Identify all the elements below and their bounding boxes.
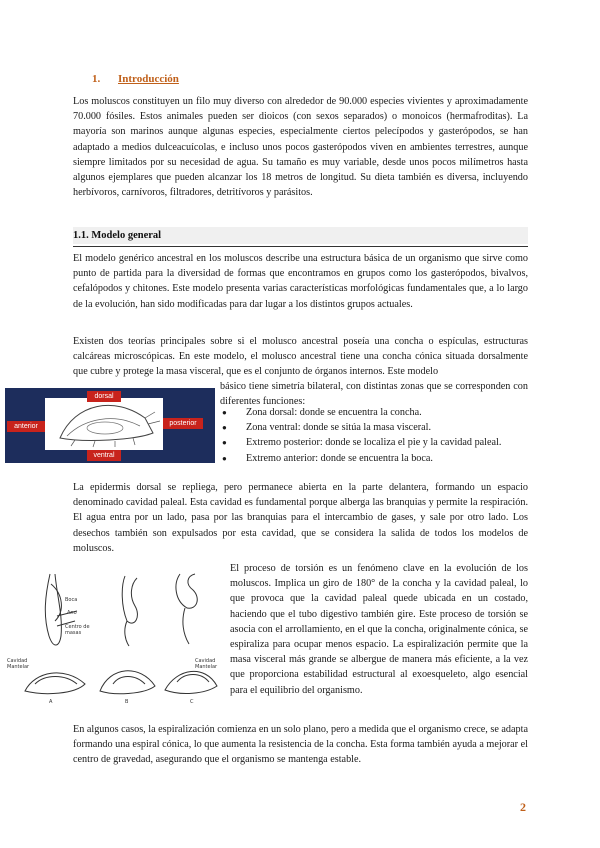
svg-text:A: A: [49, 699, 53, 705]
svg-text:Cavidad: Cavidad: [195, 658, 216, 664]
list-item: ● Extremo anterior: donde se encuentra la boca.: [220, 451, 530, 466]
ventral-label: ventral: [87, 450, 121, 461]
zones-list: [220, 405, 530, 466]
subsection-divider: [73, 246, 528, 247]
list-item: ● Extremo posterior: donde se localiza el pie y la cavidad paleal.: [220, 435, 530, 450]
theories-paragraph: Existen dos teorías principales sobre si el molusco ancestral poseía una concha o espículas, estructuras calcáreas microscópicas. En este modelo, el molusco ancestral tiene una concha cónica situada dorsalmente que cubre y protege la masa visceral, que es el conjunto de órganos internos. Este modelo: [73, 336, 528, 378]
torsion-paragraph: El proceso de torsión es un fenómeno clave en la evolución de los moluscos. Implica un giro de 180° de la concha y la cavidad paleal, lo que provoca que la cavidad paleal quede ubicada en un costado, haciendo que el tubo digestivo también gire. Este proceso de torsión se asocia con el arrollamiento, en el que la concha, originalmente cónica, se espiraliza para ocupar menos espacio. La espiralización permite que la masa visceral más grande se albergue de manera más eficiente, a la vez que proporciona estabilidad estructural al exoesqueleto, algo esencial para el equilibrio del organismo.: [230, 563, 528, 696]
page-number: 2: [520, 800, 526, 814]
svg-text:Cavidad: Cavidad: [7, 658, 28, 664]
torsion-figure: [5, 566, 225, 706]
svg-text:Mantelar: Mantelar: [195, 664, 218, 670]
section-heading: [92, 73, 179, 85]
ancestral-model-figure: [5, 388, 215, 463]
svg-text:Ano: Ano: [67, 610, 77, 616]
svg-text:Centro de: Centro de: [65, 624, 90, 630]
section-number: 1.: [92, 73, 101, 85]
anterior-label: anterior: [7, 421, 45, 432]
theories-continuation: básico tiene simetría bilateral, con distintas zonas que se corresponden con diferentes funciones:: [220, 381, 528, 408]
svg-text:Mantelar: Mantelar: [7, 664, 30, 670]
svg-text:Boca: Boca: [65, 597, 78, 603]
list-item: ● Zona ventral: donde se sitúa la masa visceral.: [220, 420, 530, 435]
section-title: Introducción: [118, 73, 179, 85]
svg-text:masas: masas: [65, 630, 82, 636]
intro-paragraph: Los moluscos constituyen un filo muy diverso con alrededor de 90.000 especies vivientes y aproximadamente 70.000 fósiles. Estos animales pueden ser dioicos (con sexos separados) o monoicos (hermafroditas). La mayoría son marinos aunque algunas especies, especialmente ciertos pelecípodos y gasterópodos, se han adaptado a medios dulceacuícolas, e incluso unos pocos gasterópodos viven en ambientes terrestres, aunque siempre limitados por su necesidad de agua. Su tamaño es muy variable, desde unos pocos milímetros hasta algunos ejemplares que pueden alcanzar los 18 metros de longitud. Su dieta también es diversa, incluyendo herbívoros, carnívoros, filtradores, detritívoros y parásitos.: [73, 96, 528, 199]
mantle-cavity-paragraph: La epidermis dorsal se repliega, pero permanece abierta en la parte delantera, formando un espacio denominado cavidad paleal. Esta cavidad es fundamental porque alberga las branquias y permite la respiración. El agua entra por un lado, pasa por las branquias para el intercambio de gases, y sale por otro lado. Los desechos también son expulsados por esta cavidad, que se considera la salida de todos los modelos de moluscos.: [73, 482, 528, 554]
torsion-drawing: [5, 566, 225, 706]
svg-text:B: B: [125, 699, 129, 705]
posterior-label: posterior: [163, 418, 203, 429]
dorsal-label: dorsal: [87, 391, 121, 402]
model-paragraph: El modelo genérico ancestral en los moluscos describe una estructura básica de un organismo que sirve como punto de partida para la diversidad de formas que encontramos en grupos como los gasterópodos, bivalvos, cefalópodos y chitones. Este modelo presenta varias características morfológicas fundamentales que, a lo largo de la evolución, han sido modificadas para dar lugar a los distintos grupos actuales.: [73, 253, 528, 310]
svg-text:C: C: [190, 699, 194, 705]
list-item: ● Zona dorsal: donde se encuentra la concha.: [220, 405, 530, 420]
spiral-paragraph: En algunos casos, la espiralización comienza en un solo plano, pero a medida que el organismo crece, se adapta formando una espiral cónica, lo que aumenta la resistencia de la concha. Esta forma también ayuda a mejorar el centro de gravedad, asegurando que el organismo se mantenga estable.: [73, 724, 528, 766]
subsection-title: 1.1. Modelo general: [73, 230, 162, 241]
